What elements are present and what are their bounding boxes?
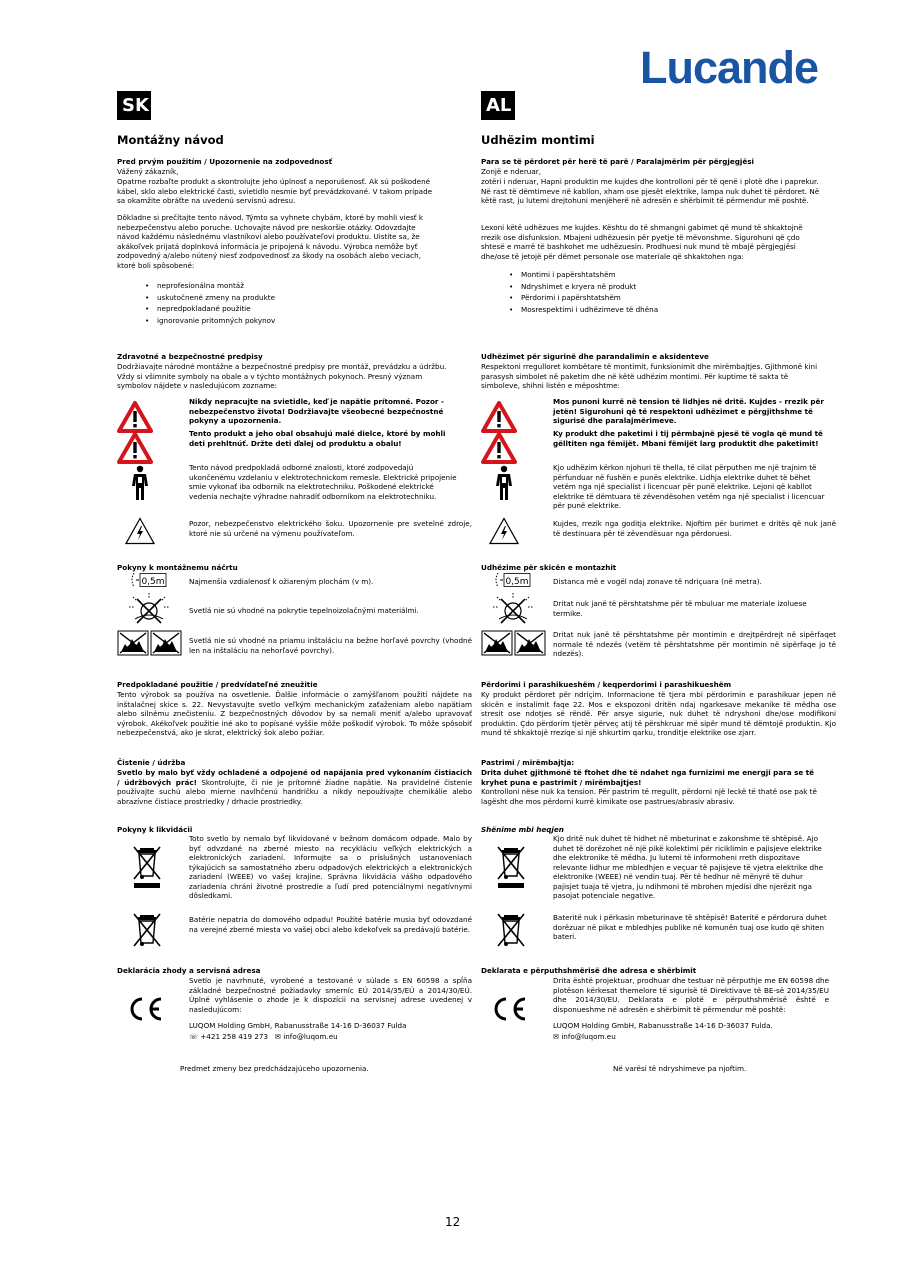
cleaning-warning: Svetlo by malo byť vždy ochladené a odpojené od napájania pred vykonaním čistiacich / údržbových prác!: [117, 768, 472, 787]
intro-paragraph: zotëri i nderuar, Hapni produktin me kujdes dhe kontrolloni për të qenë i plotë dhe i paprekur. Në rast të dëmtimeve në kabllon, xham ose pjesët elektrike, lampa nuk duhet të përdoret. Në këtë rast, ju lutemi drejtohuni menjëherë në adresën e shërbimit të përmendur më poshtë.: [481, 177, 820, 206]
flammable-surface-icon: [117, 630, 183, 659]
section-heading-conformity: Deklarata e përputhshmërisë dhe adresa e shërbimit: [481, 966, 697, 975]
page-title: Montážny návod: [117, 133, 224, 147]
distance-value: 0,5m: [505, 576, 529, 587]
greeting: Vážený zákazník,: [117, 167, 179, 176]
contact-line: [553, 1032, 836, 1042]
phone-number: +421 258 419 273: [200, 1032, 269, 1041]
language-badge: AL: [481, 91, 515, 120]
warning-triangle-icon: [117, 432, 153, 467]
liability-list: [117, 281, 275, 327]
battery-bin-icon: [132, 912, 162, 953]
electrician-icon: [491, 465, 517, 504]
email-icon: ✉: [270, 1032, 284, 1041]
distance-icon: [493, 571, 533, 592]
flammable-surface-icon: [481, 630, 547, 659]
list-item: • Përdorimi i papërshtatshëm: [481, 293, 658, 305]
warning-triangle-icon: [117, 401, 153, 436]
section-heading-first-use: Para se të përdoret për herë të parë / Paralajmërim për përgjegjësi: [481, 157, 754, 166]
footer-note: Në varësi të ndryshimeve pa njoftim.: [613, 1064, 747, 1073]
intro-paragraph: Opatrne rozbaľte produkt a skontrolujte jeho úplnosť a neporušenosť. Ak sú poškodené kábel, sklo alebo elektrické časti, svietidlo nesmie byť prevádzkované. V takom prípade sa okamžite obráťte na uvedenú servisnú adresu.: [117, 177, 433, 206]
page-number: 12: [445, 1215, 461, 1229]
email-link[interactable]: info@luqom.eu: [283, 1032, 338, 1041]
email-icon: ✉: [553, 1032, 562, 1041]
list-item: • Mosrespektimi i udhëzimeve të dhëna: [481, 305, 658, 317]
page-title: Udhëzim montimi: [481, 133, 595, 147]
shock-hazard-icon: [489, 517, 519, 548]
safety-paragraph: Respektoni rregulloret kombëtare të montimit, funksionimit dhe mirëmbajtjes. Gjithmonë kini parasysh simbolet në paketim dhe në këtë udhëzim montimi. Për kuptime të sakta të simboleve, shihni listën e mëposhtme:: [481, 362, 818, 391]
list-item: • neprofesionálna montáž: [117, 281, 275, 293]
no-insulation-text: Dritat nuk janë të përshtatshme për të mbuluar me materiale izoluese termike.: [553, 599, 807, 618]
warning-small-parts-text: Ky produkt dhe paketimi i tij përmbajnë pjesë të vogla që mund të gëlltiten nga fëmijët. Mbani fëmijët larg produktit dhe paketimit!: [553, 429, 823, 448]
section-heading-disposal: Pokyny k likvidácii: [117, 825, 193, 834]
warning-small-parts-text: Tento produkt a jeho obal obsahujú malé dielce, ktoré by mohli deti prehltnúť. Držte deti ďalej od produktu a obalu!: [189, 429, 446, 448]
email-link[interactable]: info@luqom.eu: [561, 1032, 616, 1041]
electrician-text: Kjo udhëzim kërkon njohuri të thella, të cilat përputhen me një trajnim të përfunduar në fushën e punës elektrike. Lidhja elektrike duhet të bëhet vetëm nga një specialist i licencuar për punë elektrike. Lejoni që kabllot elektrike të dëmtuara të zëvendësohen vetëm nga një specialist i licencuar për punë elektrike.: [553, 463, 825, 511]
conformity-text: Svetlo je navrhnuté, vyrobené a testované v súlade s EN 60598 a spĺňa základné bezpečnostné požiadavky smerníc EÚ 2014/35/EÚ a 2014/30/EÚ. Úplné vyhlásenie o zhode je k dispozícii na servisnej adrese uvedenej v nasledujúcom:: [189, 976, 472, 1014]
battery-disposal-text: Batérie nepatria do domového odpadu! Použité batérie musia byť odovzdané na verejné zberné miesta vo vašej obci alebo kdekoľvek sa predávajú batérie.: [189, 915, 472, 934]
cleaning-warning: Drita duhet gjithmonë të ftohet dhe të ndahet nga furnizimi me energji para se të kryhet puna e pastrimit / mirëmbajtjes!: [481, 768, 815, 787]
section-heading-intended-use: Përdorimi i parashikueshëm / keqperdorimi i parashikueshëm: [481, 680, 732, 689]
service-address: LUQOM Holding GmbH, Rabanusstraße 14-16 D-36037 Fulda.: [553, 1021, 773, 1030]
list-item: • Montimi i papërshtatshëm: [481, 270, 658, 282]
warning-voltage-text: Mos punoni kurrë në tension të lidhjes në dritë. Kujdes - rrezik për jetën! Sigurohuni që të respektoni udhëzimet e përgjithshme të sigurisë dhe paralajmërimeve.: [553, 397, 824, 426]
column-sk: [117, 0, 472, 1287]
greeting: Zonjë e nderuar,: [481, 167, 541, 176]
warning-voltage-text: Nikdy nepracujte na svietidle, keď je napätie prítomné. Pozor - nebezpečenstvo života! Dodržiavajte všeobecné bezpečnostné pokyny a upozornenia.: [189, 397, 444, 426]
flammable-surface-text: Dritat nuk janë të përshtatshme për montimin e drejtpërdrejt në sipërfaqet normale të ndezës (vetëm të përshtatshme për montimin në sipërfaqe jo të ndezës).: [553, 630, 836, 659]
section-heading-disposal: Shënime mbi heqjen: [481, 825, 564, 834]
liability-list: [481, 270, 658, 316]
weee-bin-icon: [496, 845, 526, 892]
warning-triangle-icon: [481, 401, 517, 436]
intended-use-paragraph: Ky produkt përdoret për ndriçim. Informacione të tjera mbi përdorimin e parashikuar jepen në skicën e instalimit faqe 22. Mos e ekspozoni dritën ndaj ngarkesave mekanike të mëdha ose stresit ose ndotjes së rëndë. Për arsye sigurie, nuk duhet të ndryshoni dhe/ose modifikoni produktin. Çdo përdorim tjetër përveç atij të përshkruar më sipër mund të dëmtojë produktin. Kjo mund të shkaktojë rreziqe si një shkurtim qarku, tronditje elektrike ose zjarr.: [481, 690, 836, 738]
contact-line: [189, 1032, 472, 1042]
warning-triangle-icon: [481, 432, 517, 467]
no-insulation-text: Svetlá nie sú vhodné na pokrytie tepelnoizolačnými materiálmi.: [189, 606, 419, 615]
shock-hazard-text: Pozor, nebezpečenstvo elektrického šoku. Upozornenie pre svetelné zdroje, ktoré nie sú určené na výmenu používateľom.: [189, 519, 472, 538]
disposal-text: Kjo dritë nuk duhet të hidhet në mbeturinat e zakonshme të shtëpisë. Ajo duhet të dorëzohet në një pikë kolektimi për riciklimin e pajisjeve elektrike dhe elektronike të mëdha. Ju lutemi të informoheni rreth dispozitave relevante lidhur me mbledhjen e veçuar të pajisjeve të vjetra elektrike dhe elektronike (WEEE) në vendin tuaj. Për të hedhur në mënyrë të duhur pajisjet tuaja të vjetra, ju ndihmoni të mbrohen mjedisi dhe njerëzit nga pasojat potenciale negative.: [553, 834, 824, 901]
liability-paragraph: Lexoni këtë udhëzues me kujdes. Kështu do të shmangni gabimet që mund të shkaktojnë rrezik ose disfunksion. Mbajeni udhëzuesin për pyetje të mëvonshme. Sigurohuni që çdo shtesë e marrë të bashkohet me udhëzuesin. Prodhuesi nuk mund të mbajë përgjegjësi dhe/ose të jetojë për dëmet personale ose materiale që shkaktohen nga:: [481, 223, 803, 261]
shock-hazard-text: Kujdes, rrezik nga goditja elektrike. Njoftim për burimet e dritës që nuk janë të destinuara për të zëvendësuar nga përdoruesi.: [553, 519, 836, 538]
distance-icon: [129, 571, 169, 592]
column-al: [481, 0, 836, 1287]
section-heading-safety: Udhëzimet për sigurinë dhe parandalimin e aksidenteve: [481, 352, 709, 361]
safety-paragraph: Dodržiavajte národné montážne a bezpečnostné predpisy pre montáž, prevádzku a údržbu. Vždy si všimnite symboly na obale a v týchto montážnych pokynoch. Presný význam symbolov nájdete v nasledujúcom zozname:: [117, 362, 447, 391]
shock-hazard-icon: [125, 517, 155, 548]
flammable-surface-text: Svetlá nie sú vhodné na priamu inštaláciu na bežne horľavé povrchy (vhodné len na inštaláciu na nehorľavé povrchy).: [189, 636, 472, 655]
cleaning-paragraph: [117, 768, 472, 806]
phone-icon: ☏: [189, 1032, 201, 1041]
distance-text: Distanca më e vogël ndaj zonave të ndriçuara (në metra).: [553, 577, 762, 586]
section-heading-cleaning: Pastrimi / mirëmbajtja:: [481, 758, 575, 767]
cleaning-text: Kontrolloni nëse nuk ka tension. Për pastrim të rregullt, përdorni një leckë të thatë ose pak të lagësht dhe mos përdorni kurrë kimikate ose pastrues/abrasiv abrasiv.: [481, 787, 817, 806]
distance-value: 0,5m: [141, 576, 165, 587]
electrician-text: Tento návod predpokladá odborné znalosti, ktoré zodpovedajú ukončenému vzdelaniu v elektrotechnickom remesle. Elektrické pripojenie smie vykonať iba odborník na elektrotechniku. Poškodené elektrické vedenia nechajte výhradne nahradiť odborníkom na elektrotechniku.: [189, 463, 457, 501]
list-item: • Ndryshimet e kryera në produkt: [481, 282, 658, 294]
section-heading-first-use: Pred prvým použitím / Upozornenie na zodpovednosť: [117, 157, 333, 166]
no-insulation-icon: [491, 591, 535, 630]
no-insulation-icon: [127, 591, 171, 630]
cleaning-text: Skontrolujte, či nie je prítomné žiadne napätie. Na pravidelné čistenie používajte suchú alebo mierne navlhčenú handričku a nikdy nepoužívajte chemikálie alebo abrazívne čistiace prostriedky / drhacie prostriedky.: [117, 777, 472, 806]
service-address: LUQOM Holding GmbH, Rabanusstraße 14-16 D-36037 Fulda: [189, 1021, 407, 1030]
ce-mark-icon: [489, 996, 529, 1025]
battery-bin-icon: [496, 912, 526, 953]
ce-mark-icon: [125, 996, 165, 1025]
electrician-icon: [127, 465, 153, 504]
list-item: • uskutočnené zmeny na produkte: [117, 293, 275, 305]
weee-bin-icon: [132, 845, 162, 892]
disposal-text: Toto svetlo by nemalo byť likvidované v bežnom domácom odpade. Malo by byť odvzdané na zberné miesto na recykláciu veľkých elektrických a elektronických zariadení. Informujte sa o príslušných ustanoveniach týkajúcich sa samostatného zberu odpadových elektrických a elektronických zariadení (WEEE) vo vašej krajine. Správna likvidácia vášho odpadového zariadenia chráni životné prostredie a ľudí pred potenciálnymi negatívnymi dôsledkami.: [189, 834, 472, 901]
cleaning-paragraph: [481, 768, 836, 806]
battery-disposal-text: Bateritë nuk i përkasin mbeturinave të shtëpisë! Bateritë e përdorura duhet dorëzuar në pikat e mbledhjes publike në komunën tuaj ose kudo që shiten bateri.: [553, 913, 827, 942]
section-heading-sketch: Pokyny k montážnemu náčrtu: [117, 563, 238, 572]
conformity-text: Drita është projektuar, prodhuar dhe testuar në përputhje me EN 60598 dhe plotëson kërkesat themelore të sigurisë të Direktivave të BE-së 2014/35/EU dhe 2014/30/EU. Deklarata e plotë e përputhshmërisë është e disponueshme në adresën e shërbimit të përmendur më poshtë:: [553, 976, 829, 1014]
list-item: • ignorovanie pritomných pokynov: [117, 316, 275, 328]
section-heading-cleaning: Čistenie / údržba: [117, 758, 186, 767]
footer-note: Predmet zmeny bez predchádzajúceho upozornenia.: [180, 1064, 369, 1073]
intended-use-paragraph: Tento výrobok sa používa na osvetlenie. Ďalšie informácie o zamýšľanom použití nájdete na inštalačnej skice s. 22. Nevystavujte svetlo veľkým mechanickým zaťaženiam alebo napätiam alebo silnému znečisteniu. Z bezpečnostných dôvodov by sa nemali meniť a/alebo upravovať výrobok. Akékoľvek použitie iné ako to popísané vyššie môže poškodiť výrobok. To môže spôsobiť nebezpečenstvá, ako je skrat, elektrický šok alebo požiar.: [117, 690, 472, 738]
list-item: • nepredpokladané použitie: [117, 304, 275, 316]
distance-text: Najmenšia vzdialenosť k ožiareným plochám (v m).: [189, 577, 374, 586]
brand-logo: Lucande: [640, 42, 819, 93]
language-badge: SK: [117, 91, 151, 120]
liability-paragraph: Dôkladne si prečítajte tento návod. Týmto sa vyhnete chybám, ktoré by mohli viesť k nebezpečenstvu alebo poruche. Uchovajte návod pre neskoršie otázky. Odovzdajte návod každému následnému vlastníkovi alebo používateľovi produktu. Uistite sa, že akákoľvek prijatá doplnková informácia je pripojená k návodu. Výrobca nemôže byť zodpovedný a/alebo nútený niesť zodpovednosť za škody na osobách alebo veciach, ktoré boli spôsobené:: [117, 213, 424, 270]
section-heading-sketch: Udhëzime për skicën e montazhit: [481, 563, 617, 572]
section-heading-intended-use: Predpokladané použitie / predvídateľné zneužitie: [117, 680, 318, 689]
section-heading-safety: Zdravotné a bezpečnostné predpisy: [117, 352, 263, 361]
section-heading-conformity: Deklarácia zhody a servisná adresa: [117, 966, 261, 975]
